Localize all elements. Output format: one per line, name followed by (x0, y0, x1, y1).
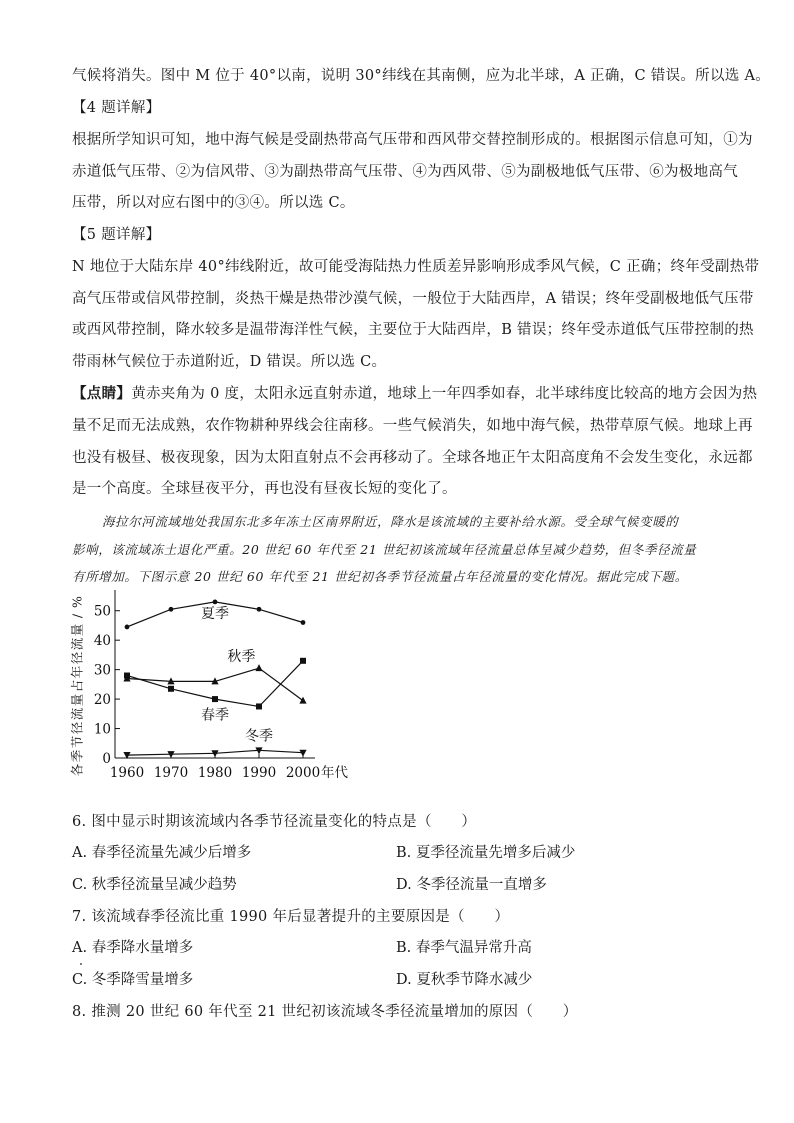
y-axis-label-char: 各 (70, 763, 85, 777)
y-axis-label-char: 流 (70, 637, 85, 651)
data-point (125, 625, 130, 630)
q5-heading: 【5 题详解】 (72, 227, 161, 243)
tip-line: 是一个高度。全球昼夜平分，再也没有昼夜长短的变化了。 (72, 481, 457, 497)
q8-stem: 8. 推测 20 世纪 60 年代至 21 世纪初该流域冬季径流量增加的原因（ ） (72, 1004, 578, 1020)
tip-paragraph-first-line (72, 384, 758, 404)
y-tick-label: 20 (93, 692, 111, 709)
data-point (168, 686, 174, 692)
q5-line: N 地位于大陆东岸 40°纬线附近，故可能受海陆热力性质差异影响形成季风气候，C 正确；终年受副热带 (72, 259, 760, 275)
y-axis-label-char: 量 (70, 693, 85, 707)
y-axis-label-char: 量 (70, 623, 85, 637)
x-tick-label: 1990 (241, 765, 277, 781)
y-tick-label: 30 (93, 662, 111, 679)
q5-line: 高气压带或信风带控制，炎热干燥是热带沙漠气候，一般位于大陆西岸，A 错误；终年受副极地低气压带 (72, 291, 754, 307)
y-tick-label: 40 (93, 633, 111, 650)
data-point (300, 658, 306, 664)
y-axis-label-char: / (70, 613, 85, 619)
stray-mark (80, 963, 82, 965)
y-axis-label-char: 年 (70, 665, 85, 679)
q4-line: 根据所学知识可知，地中海气候是受副热带高气压带和西风带交替控制形成的。根据图示信息可知，①为 (72, 132, 753, 148)
tip-line: 也没有极昼、极夜现象，因为太阳直射点不会再移动了。全球各地正午太阳高度角不会发生变化，永远都 (72, 450, 753, 466)
y-axis-label-char: 节 (70, 735, 85, 749)
data-point (257, 607, 262, 612)
q7-option-b[interactable]: B. 春季气温异常升高 (396, 940, 532, 956)
intro-line: 海拉尔河流域地处我国东北多年冻土区南界附近，降水是该流域的主要补给水源。受全球气候变暖的 (102, 514, 679, 529)
data-point (301, 620, 306, 625)
runoff-line-chart (70, 588, 370, 783)
q7-stem: 7. 该流域春季径流比重 1990 年后显著提升的主要原因是（ ） (72, 909, 510, 925)
tip-label: 【点睛】 (72, 385, 132, 402)
y-axis-label-char: 径 (70, 721, 85, 735)
data-point (124, 673, 130, 679)
q6-option-c[interactable]: C. 秋季径流量呈减少趋势 (72, 877, 237, 893)
series-label: 秋季 (227, 648, 256, 665)
y-axis-label-char: 占 (70, 679, 85, 693)
y-axis-label (70, 596, 85, 776)
x-tick-label: 1960 (109, 765, 145, 781)
y-tick-label: 0 (102, 751, 111, 767)
x-tick-label: 2000 (285, 765, 321, 781)
data-point (169, 607, 174, 612)
q6-stem: 6. 图中显示时期该流域内各季节径流量变化的特点是（ ） (72, 814, 477, 830)
y-axis-label-char: % (70, 596, 85, 608)
tip-line: 量不足而无法成熟，农作物耕种界线会往南移。一些气候消失，如地中海气候，热带草原气候。地球上再 (72, 418, 753, 434)
data-point (299, 697, 306, 704)
explanation-3-tail: 气候将消失。图中 M 位于 40°以南，说明 30°纬线在其南侧，应为北半球，A 正确，C 错误。所以选 A。 (72, 68, 771, 84)
series-label: 夏季 (201, 606, 229, 623)
q6-option-a[interactable]: A. 春季径流量先减少后增多 (72, 845, 252, 861)
chart-series (123, 599, 306, 759)
data-point (213, 599, 218, 604)
y-tick-label: 10 (93, 721, 111, 738)
y-tick-label: 50 (93, 603, 111, 620)
q5-line: 带雨林气候位于赤道附近，D 错误。所以选 C。 (72, 354, 387, 370)
data-point (212, 696, 218, 702)
intro-line: 有所增加。下图示意 20 世纪 60 年代至 21 世纪初各季节径流量占年径流量的变化情况。据此完成下题。 (72, 569, 688, 584)
data-point (299, 750, 306, 757)
data-point (255, 664, 262, 671)
intro-line: 影响，该流域冻土退化严重。20 世纪 60 年代至 21 世纪初该流域年径流量总体呈减少趋势，但冬季径流量 (72, 542, 697, 557)
x-axis-label: 年代 (321, 765, 348, 781)
q6-option-b[interactable]: B. 夏季径流量先增多后减少 (396, 845, 576, 861)
tip-line: 黄赤夹角为 0 度，太阳永远直射赤道，地球上一年四季如春，北半球纬度比较高的地方会因为热 (131, 386, 758, 402)
q7-option-c[interactable]: C. 冬季降雪量增多 (72, 972, 194, 988)
data-point (256, 703, 262, 709)
y-axis-label-char: 季 (70, 749, 85, 763)
series-label: 冬季 (245, 728, 273, 745)
q4-line: 压带，所以对应右图中的③④。所以选 C。 (72, 195, 355, 211)
series-label: 春季 (201, 707, 229, 724)
y-axis-label-char: 流 (70, 707, 85, 721)
q5-line: 或西风带控制，降水较多是温带海洋性气候，主要位于大陆西岸，B 错误；终年受赤道低气压带控制的热 (72, 322, 754, 338)
x-tick-label: 1980 (197, 765, 233, 781)
q4-line: 赤道低气压带、②为信风带、③为副热带高气压带、④为西风带、⑤为副极地低气压带、⑥为极地高气 (72, 164, 738, 180)
q4-heading: 【4 题详解】 (72, 100, 161, 116)
q7-option-d[interactable]: D. 夏秋季节降水减少 (396, 972, 533, 988)
y-axis-label-char: 径 (70, 651, 85, 665)
x-tick-label: 1970 (153, 765, 189, 781)
q7-option-a[interactable]: A. 春季降水量增多 (72, 940, 194, 956)
q6-option-d[interactable]: D. 冬季径流量一直增多 (396, 877, 547, 893)
